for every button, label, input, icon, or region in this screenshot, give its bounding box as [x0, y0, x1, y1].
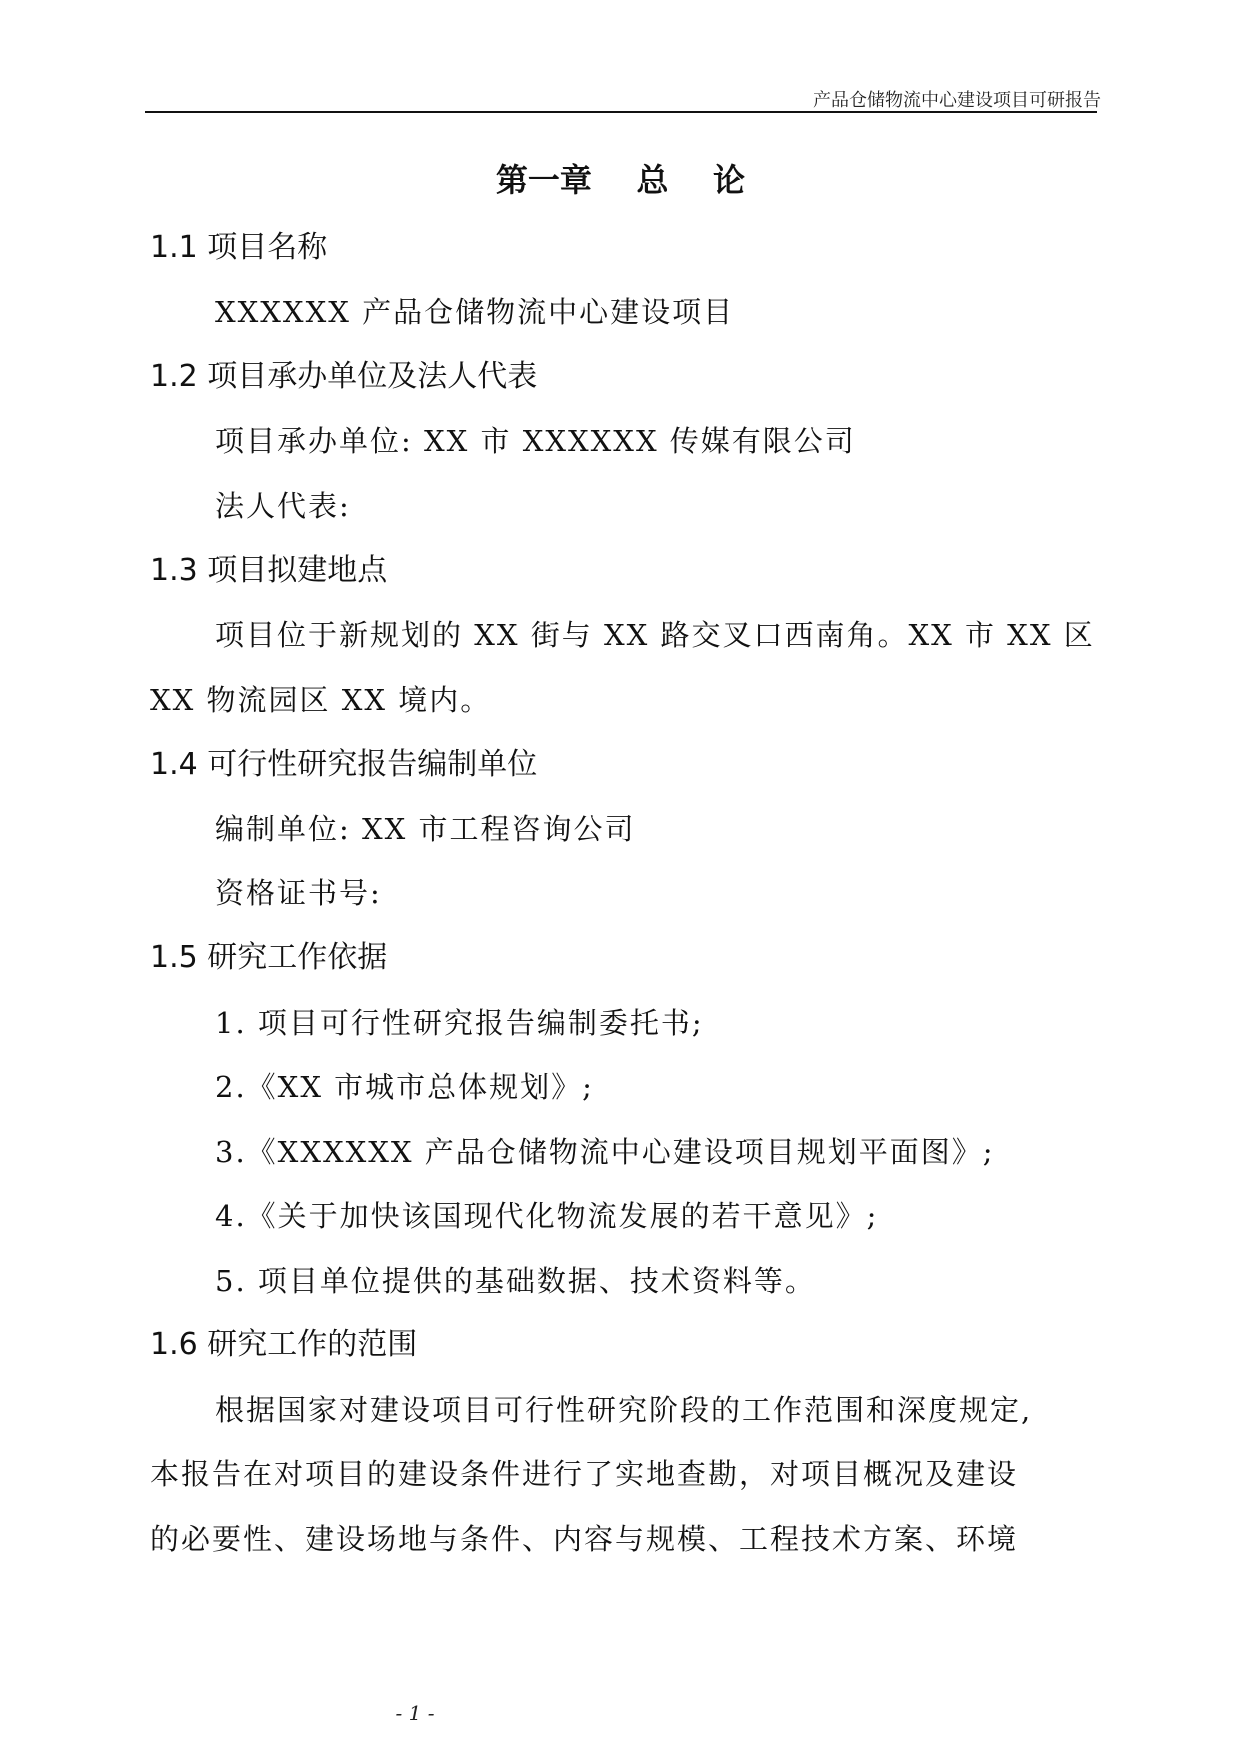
legal-representative: 法人代表: — [215, 489, 351, 523]
scope-line-1: 根据国家对建设项目可行性研究阶段的工作范围和深度规定, — [215, 1393, 1033, 1427]
section-heading-1-6: 1.6 研究工作的范围 — [150, 1327, 418, 1362]
basis-item-2: 2.《XX 市城市总体规划》; — [215, 1070, 594, 1104]
basis-item-3: 3.《XXXXXX 产品仓储物流中心建设项目规划平面图》; — [215, 1135, 995, 1169]
scope-line-2: 本报告在对项目的建设条件进行了实地查勘，对项目概况及建设 — [150, 1457, 1019, 1491]
basis-item-5: 5. 项目单位提供的基础数据、技术资料等。 — [215, 1264, 816, 1298]
scope-line-3: 的必要性、建设场地与条件、内容与规模、工程技术方案、环境 — [150, 1522, 1019, 1556]
site-line-2: XX 物流园区 XX 境内。 — [150, 683, 492, 717]
page-number: - 1 - — [395, 1701, 435, 1725]
qualification-number: 资格证书号: — [215, 876, 382, 910]
project-name: XXXXXX 产品仓储物流中心建设项目 — [215, 295, 735, 329]
section-heading-1-3: 1.3 项目拟建地点 — [150, 553, 388, 588]
section-heading-1-2: 1.2 项目承办单位及法人代表 — [150, 359, 538, 394]
chapter-title: 第一章 总 论 — [495, 161, 746, 199]
section-heading-1-5: 1.5 研究工作依据 — [150, 940, 388, 975]
section-heading-1-1: 1.1 项目名称 — [150, 230, 328, 265]
header-rule — [145, 111, 1097, 113]
basis-item-1: 1. 项目可行性研究报告编制委托书; — [215, 1006, 704, 1040]
section-heading-1-4: 1.4 可行性研究报告编制单位 — [150, 747, 538, 782]
site-line-1: 项目位于新规划的 XX 街与 XX 路交叉口西南角。XX 市 XX 区 — [215, 618, 1095, 652]
running-header: 产品仓储物流中心建设项目可研报告 — [813, 90, 1101, 111]
compiling-unit: 编制单位: XX 市工程咨询公司 — [215, 812, 636, 846]
basis-item-4: 4.《关于加快该国现代化物流发展的若干意见》; — [215, 1199, 879, 1233]
sponsor-unit: 项目承办单位: XX 市 XXXXXX 传媒有限公司 — [215, 424, 856, 458]
